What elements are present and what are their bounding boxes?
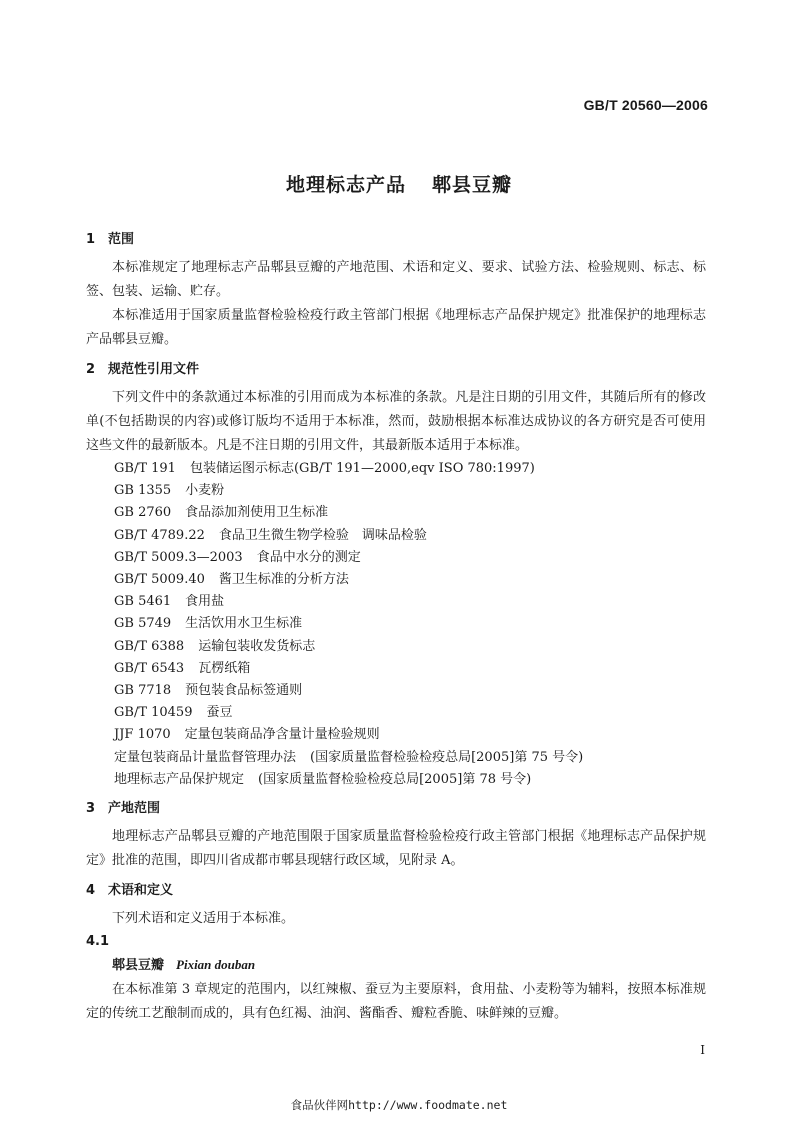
reference-item: GB/T 6388 运输包装收发货标志 (114, 638, 316, 654)
footer-site-name: 食品伙伴网 (290, 1098, 349, 1112)
reference-item: GB/T 5009.3—2003 食品中水分的测定 (114, 549, 361, 565)
page-number: I (700, 1043, 705, 1057)
reference-item: GB 1355 小麦粉 (114, 483, 225, 499)
reference-item: GB 5461 食用盐 (114, 594, 225, 610)
term-entry (86, 953, 706, 978)
title-part-1: 地理标志产品 (285, 174, 406, 196)
section-4-heading: 4 术语和定义 (86, 883, 174, 899)
document-title (0, 170, 798, 197)
reference-item: GB 5749 生活饮用水卫生标准 (114, 616, 303, 632)
title-part-2: 郫县豆瓣 (432, 174, 513, 196)
section-3-heading: 3 产地范围 (86, 801, 161, 817)
reference-item: 定量包装商品计量监督管理办法 (国家质量监督检验检疫总局[2005]第 75 号令) (114, 749, 584, 765)
term-chinese: 郫县豆瓣 (112, 958, 165, 974)
section-1-para-2: 本标准适用于国家质量监督检验检疫行政主管部门根据《地理标志产品保护规定》批准保护的地理标志产品郫县豆瓣。 (86, 308, 706, 347)
reference-item: GB/T 4789.22 食品卫生微生物学检验 调味品检验 (114, 527, 427, 543)
section-1-heading: 1 范围 (86, 232, 135, 247)
section-4-intro: 下列术语和定义适用于本标准。 (112, 911, 295, 927)
section-3-para: 地理标志产品郫县豆瓣的产地范围限于国家质量监督检验检疫行政主管部门根据《地理标志产品保护规定》批准的范围，即四川省成都市郫县现辖行政区域，见附录 A。 (86, 829, 706, 869)
section-1-para-1: 本标准规定了地理标志产品郫县豆瓣的产地范围、术语和定义、要求、试验方法、检验规则、标志、标签、包装、运输、贮存。 (86, 260, 706, 299)
reference-item: 地理标志产品保护规定 (国家质量监督检验检疫总局[2005]第 78 号令) (114, 771, 532, 787)
subsection-number: 4.1 (86, 934, 110, 950)
reference-item: GB/T 5009.40 酱卫生标准的分析方法 (114, 572, 349, 588)
term-english: Pixian douban (176, 957, 256, 973)
reference-list (86, 458, 706, 791)
term-definition: 在本标准第 3 章规定的范围内，以红辣椒、蚕豆为主要原料，食用盐、小麦粉等为辅料，按照本标准规定的传统工艺酿制而成的，具有色红褐、油润、酱酯香、瓣粒香脆、味鲜辣的豆瓣。 (86, 982, 706, 1022)
footer (0, 1097, 798, 1113)
reference-item: GB/T 191 包装储运图示标志(GB/T 191—2000,eqv ISO 780:1997) (114, 461, 535, 476)
standard-number: GB/T 20560—2006 (583, 97, 708, 113)
section-2-heading: 2 规范性引用文件 (86, 362, 200, 377)
document-body (86, 228, 706, 1026)
reference-item: JJF 1070 定量包装商品净含量计量检验规则 (114, 727, 380, 743)
reference-item: GB/T 10459 蚕豆 (114, 705, 233, 721)
footer-url[interactable]: http://www.foodmate.net (348, 1098, 508, 1112)
reference-item: GB/T 6543 瓦楞纸箱 (114, 660, 251, 676)
reference-item: GB 2760 食品添加剂使用卫生标准 (114, 505, 329, 521)
reference-item: GB 7718 预包装食品标签通则 (114, 683, 303, 699)
section-2-intro: 下列文件中的条款通过本标准的引用而成为本标准的条款。凡是注日期的引用文件，其随后所有的修改单(不包括勘误的内容)或修订版均不适用于本标准，然而，鼓励根据本标准达成协议的各方研究是否可使用这些文件的最新版本。凡是不注日期的引用文件，其最新版本适用于本标准。 (86, 390, 706, 453)
